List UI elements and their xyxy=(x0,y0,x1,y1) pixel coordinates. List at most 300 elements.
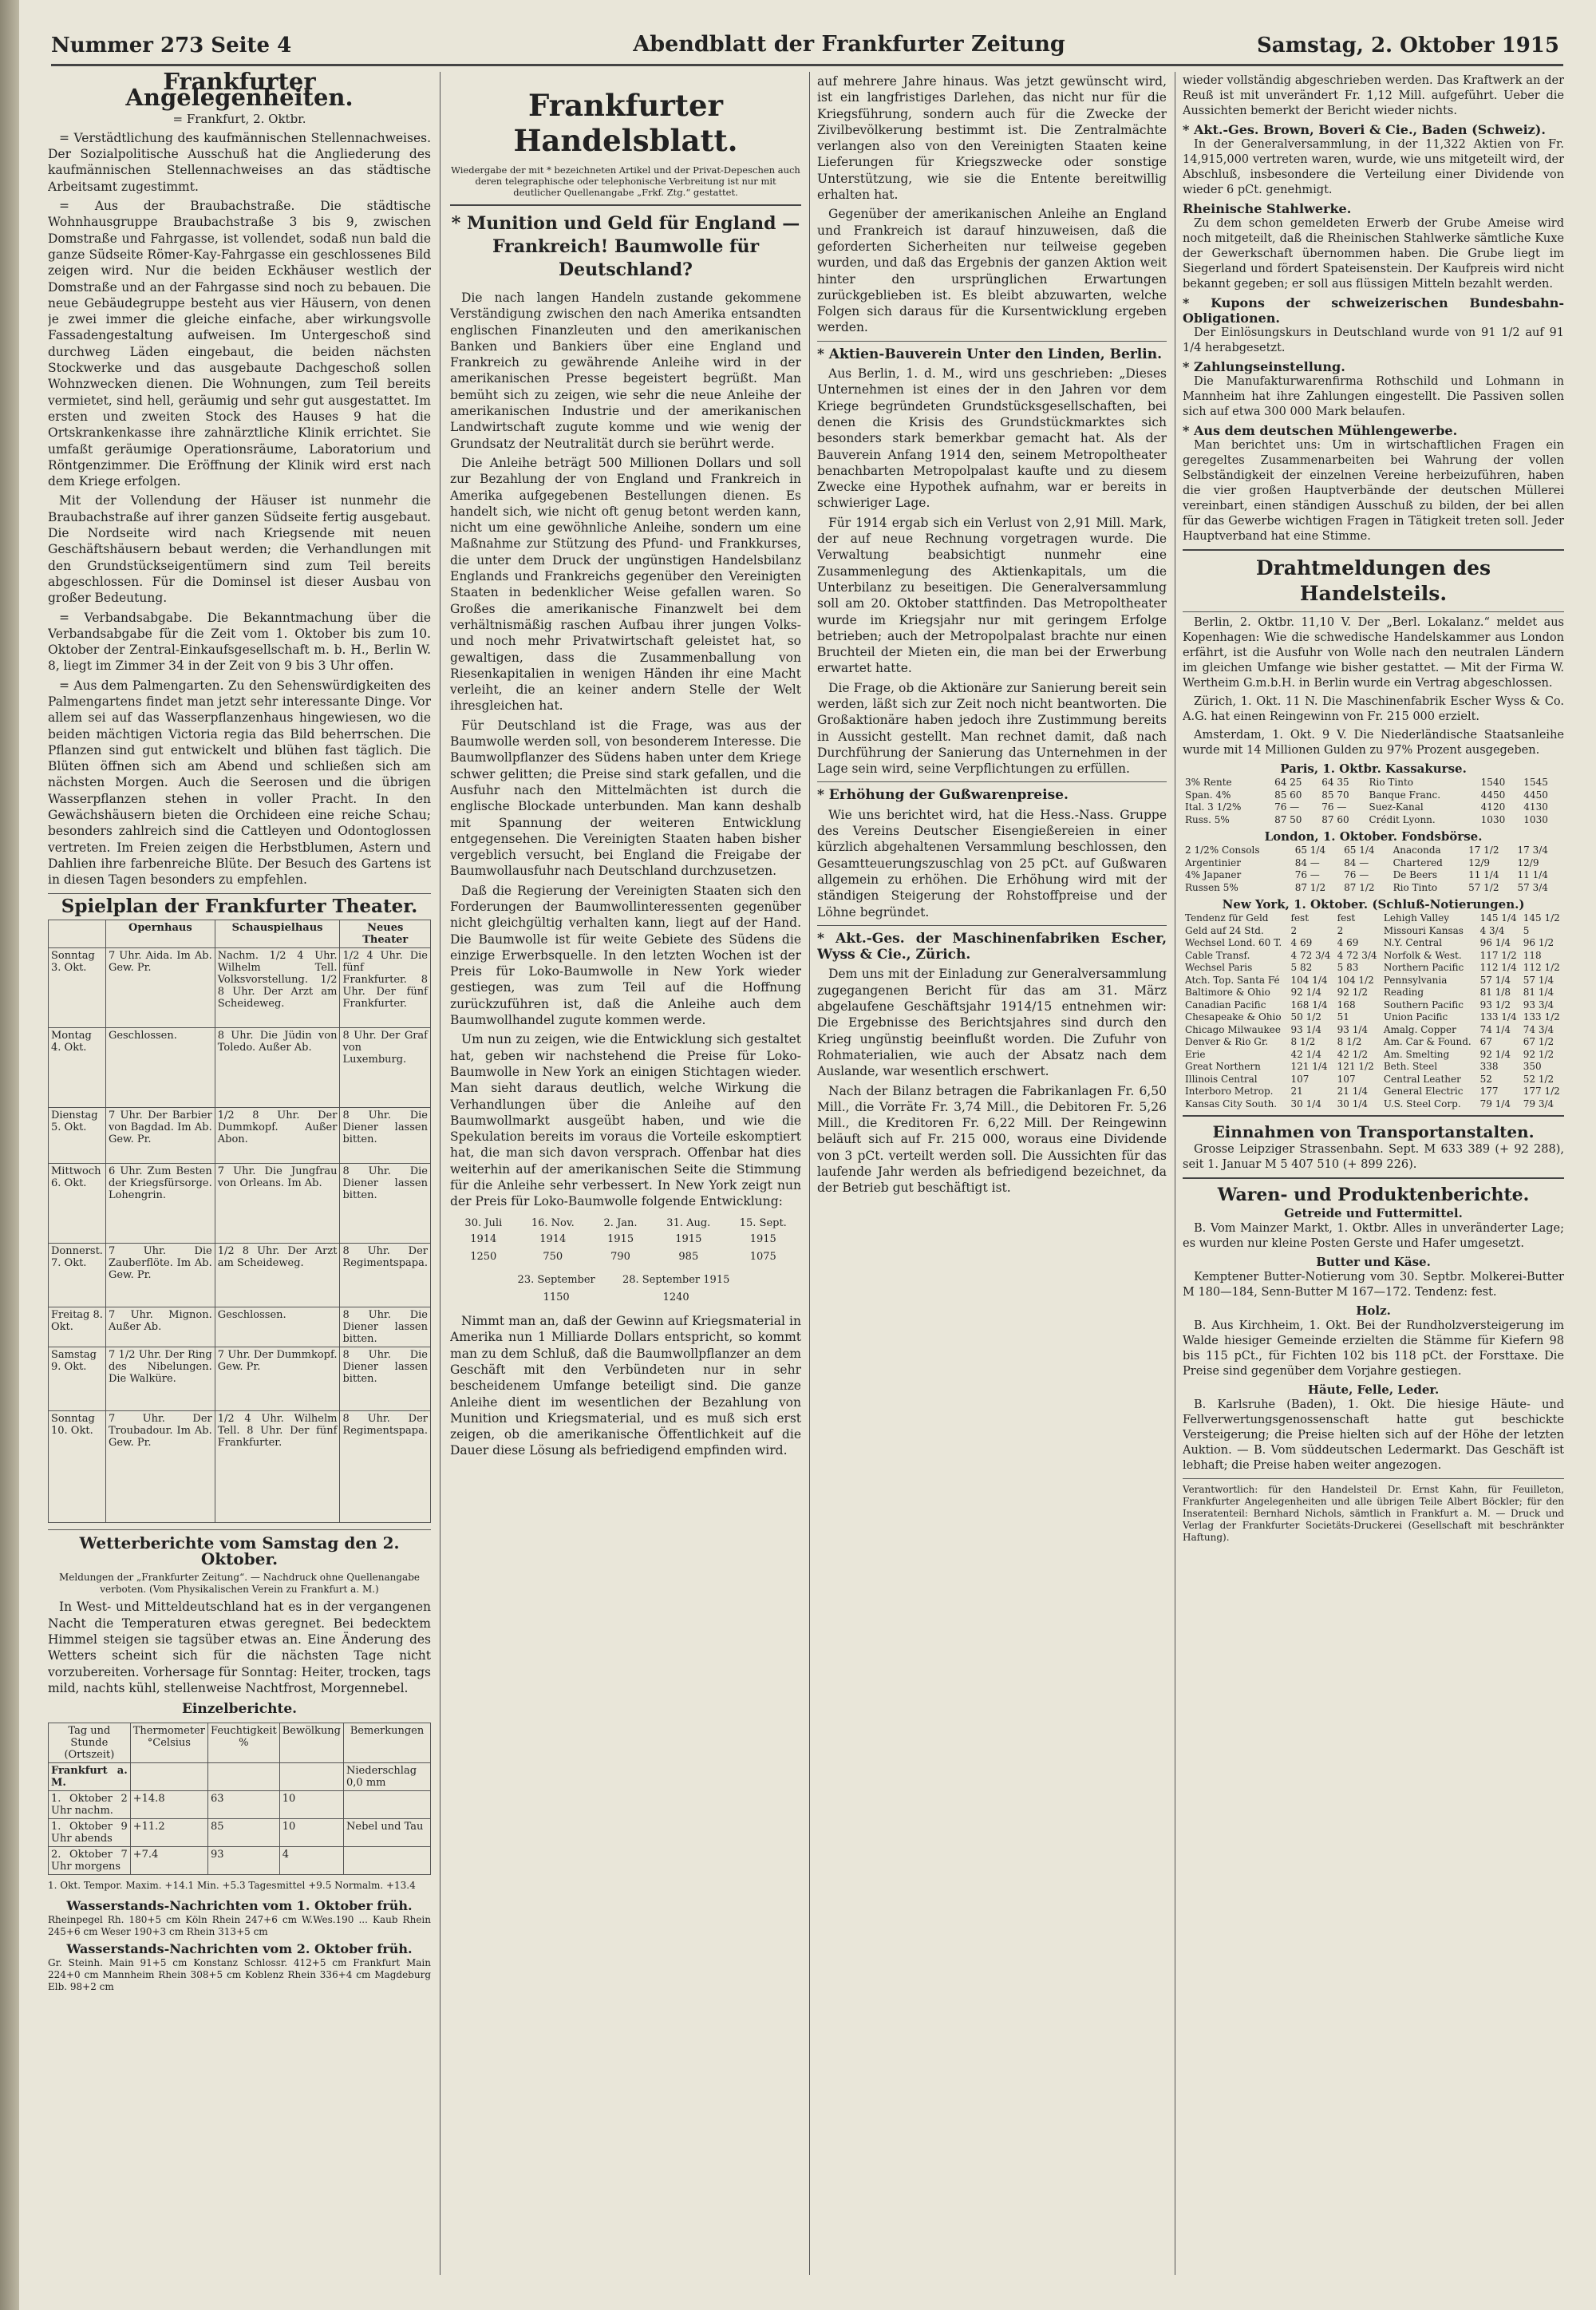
theater-cell: 7 Uhr. Aida. Im Ab. Gew. Pr. xyxy=(105,947,215,1027)
weather-row xyxy=(49,1846,431,1874)
article-text: B. Karlsruhe (Baden), 1. Okt. Die hiesige Häute- und Fellverwertungsgenossenschaft hatte gut beschickte Versteigerung; die Preise hielten sich auf der Höhe der letzten Auktion. — B. Vom süddeutschen Ledermarkt. Das Geschäft ist lebhaft; die Preise haben weiter angezogen. xyxy=(1183,1398,1564,1472)
stock-cell: 64 25 xyxy=(1274,777,1302,788)
stock-cell: 87 60 xyxy=(1321,813,1349,825)
article-text: Der Einlösungskurs in Deutschland wurde von 91 1/2 auf 91 1/4 herabgesetzt. xyxy=(1183,326,1564,354)
stock-cell: Anaconda xyxy=(1393,844,1441,856)
article-title: * Aktien-Bauverein Unter den Linden, Berlin. xyxy=(817,346,1162,362)
stock-cell: 42 1/2 xyxy=(1337,1048,1369,1060)
article-text: Man berichtet uns: Um in wirtschaftlichen Fragen ein geregeltes Zusammenarbeiten bei Wahrung der vollen Selbständigkeit der einzelnen Vereine herbeizuführen, haben die vier großen Hauptverbände der deutschen Müllerei vereinbart, einen ständigen Ausschuß zu bilden, der bei allen für das Gewerbe wichtigen Fragen in Tätigkeit treten soll. Jeder Hauptverband hat eine Stimme. xyxy=(1183,439,1564,543)
theater-cell: 8 Uhr. Der Regimentspapa. xyxy=(340,1410,431,1522)
article-text: Aus Berlin, 1. d. M., wird uns geschrieben: „Dieses Unternehmen ist eines der in den Jahren vor dem Kriege begründeten Grundstücksgesellschaften, bei denen die Krisis des Grundstückmarktes sich besonders stark bemerkbar gemacht hat. Als der Bauverein Anfang 1914 den, seinem Metropoltheater benachbarten Metropolpalast kaufte und zu diesem Zwecke eine Hypothek aufnahm, war er bereits in schwieriger Lage. xyxy=(817,366,1167,511)
stock-cell: Reading xyxy=(1383,987,1424,998)
article-text: Für 1914 ergab sich ein Verlust von 2,91 Mill. Mark, der auf neue Rechnung vorgetragen wurde. Die Verwaltung beabsichtigt nunmehr eine Zusammenlegung des Aktienkapitals, um die Unterbilanz zu beseitigen. Die Generalversammlung soll am 20. Oktober stattfinden. Das Metropoltheater wurde im Kriegsjahr nur mit geringem Erfolge betrieben; auch der Metropolpalast brachte nur einen Bruchteil der Mieten ein, die man bei der Erwerbung erwartet hatte. xyxy=(817,515,1167,676)
stock-row xyxy=(1183,1086,1564,1098)
theater-row xyxy=(49,1410,431,1522)
stock-cell: 67 1/2 xyxy=(1523,1036,1555,1047)
stock-cell: 4450 xyxy=(1523,789,1548,801)
stock-row xyxy=(1183,937,1564,950)
stock-cell: 133 1/2 xyxy=(1523,1011,1560,1022)
stock-cell: Chartered xyxy=(1393,856,1443,868)
stock-cell: 4 69 xyxy=(1337,937,1359,948)
stock-cell: 107 xyxy=(1337,1073,1356,1085)
stock-cell: Beth. Steel xyxy=(1383,1061,1438,1072)
theater-day: Dienstag 5. Okt. xyxy=(49,1107,106,1163)
stock-cell: 52 1/2 xyxy=(1523,1073,1555,1085)
stock-row xyxy=(1183,925,1564,938)
london-table xyxy=(1183,844,1564,894)
theater-head xyxy=(49,920,106,947)
stock-cell: U.S. Steel Corp. xyxy=(1383,1098,1461,1110)
article-text: auf mehrere Jahre hinaus. Was jetzt gewünscht wird, ist ein langfristiges Darlehen, das nicht nur für die Kriegsführung, sondern auch für die Zwecke der Zivilbevölkerung bestimmt ist. Die Zentralmächte verlangen also von den Vereinigten Staaten keine Lieferungen für Kriegszwecke oder sonstige Unterstützung, wie sie die Entente bereitwillig erhalten hat. xyxy=(817,74,1167,203)
stock-cell: 112 1/4 xyxy=(1479,962,1517,973)
newspaper-page xyxy=(19,0,1596,2310)
weather-cell: 2. Oktober 7 Uhr morgens xyxy=(49,1846,131,1874)
paris-table xyxy=(1183,777,1564,826)
theater-head: Schauspielhaus xyxy=(215,920,340,947)
stock-cell: Wechsel Paris xyxy=(1185,962,1253,973)
stock-cell: General Electric xyxy=(1383,1086,1464,1097)
stock-cell: 168 xyxy=(1337,999,1356,1011)
weather-cell: Niederschlag 0,0 mm xyxy=(344,1762,431,1790)
stock-row xyxy=(1183,950,1564,963)
article-text: Gegenüber der amerikanischen Anleihe an England und Frankreich ist darauf hinzuweisen, daß die geforderten Sicherheiten nur teilweise gegeben wurden, und daß das Ergebnis der ganzen Aktion weit hinter den ursprünglichen Erwartungen zurückgeblieben ist. Es bleibt abzuwarten, welche Folgen sich daraus für die Kursentwicklung ergeben werden. xyxy=(817,207,1167,335)
stock-cell: 5 83 xyxy=(1337,962,1359,973)
price-value: 1150 xyxy=(543,1291,570,1303)
waren-title: Waren- und Produktenberichte. xyxy=(1217,1185,1530,1205)
theater-cell: Geschlossen. xyxy=(215,1307,340,1347)
article-text: Die nach langen Handeln zustande gekommene Verständigung zwischen den nach Amerika entsandten englischen Finanzleuten und den amerikanischen Banken und Bankiers über eine England und Frankreich zu gewährende Anleihe wird in der amerikanischen Presse begeistert begrüßt. Man bemüht sich zu zeigen, wie sehr die neue Anleihe der amerikanischen Industrie und der amerikanischen Landwirtschaft zugute komme und wie wenig der Grundsatz der Neutralität durch sie berührt werde. xyxy=(450,291,801,451)
masthead-rule xyxy=(51,64,1563,66)
theater-cell: 8 Uhr. Die Diener lassen bitten. xyxy=(340,1107,431,1163)
stock-cell: 52 xyxy=(1479,1073,1492,1085)
theater-row xyxy=(49,1107,431,1163)
theater-cell: 8 Uhr. Die Diener lassen bitten. xyxy=(340,1163,431,1243)
stock-cell: 338 xyxy=(1479,1061,1499,1072)
article-text: Die Anleihe beträgt 500 Millionen Dollars und soll zur Bezahlung der von England und Frankreich in Amerika aufgegebenen Bestellungen dienen. Es handelt sich, wie nicht oft genug betont werden kann, nicht um eine gewöhnliche Anleihe, sondern um eine Maßnahme zur Stützung des Pfund- und Frankkurses, die unter dem Druck der ungünstigen Handelsbilanz Englands und Frankreichs gegenüber den Vereinigten Staaten in bedenklicher Weise gefallen waren. So Großes die amerikanische Finanzwelt bei dem verhältnismäßig raschen Aufbau ihrer jungen Volks- und noch mehr Privatwirtschaft geleistet hat, so gewaltigen, dass die Zusammenballung von Riesenkapitalien in wenigen Händen ihr eine Macht verleiht, die an keiner andern Stelle der Welt ihresgleichen hat. xyxy=(450,455,801,714)
stock-cell: Interboro Metrop. xyxy=(1185,1086,1274,1097)
stock-cell: 3% Rente xyxy=(1185,777,1232,788)
stock-cell: fest xyxy=(1290,912,1310,924)
stock-cell: 5 xyxy=(1523,924,1530,936)
weather-head: Bemerkungen xyxy=(344,1723,431,1762)
theater-head: Opernhaus xyxy=(105,920,215,947)
article-text: Um nun zu zeigen, wie die Entwicklung sich gestaltet hat, geben wir nachstehend die Preise für Loko-Baumwolle in New York an einigen Stichtagen wieder. Man sieht daraus deutlich, welche Wirkung die Verhandlungen über die Anleihe auf den Baumwollmarkt ausgeübt haben, und wie die Spekulation bereits im voraus die Vorteile eskomptiert hat, die man sich davon versprach. Offenbar hat dies weiterhin auf der amerikanischen Seite die Stimmung für die Anleihe sehr verbessert. In New York zeigt nun der Preis für Loko-Baumwolle folgende Entwicklung: xyxy=(450,1032,801,1209)
stock-cell: Atch. Top. Santa Fé xyxy=(1185,974,1280,986)
stock-cell: 117 1/2 xyxy=(1479,949,1517,961)
stock-row xyxy=(1183,1024,1564,1037)
stock-cell: 4130 xyxy=(1523,801,1548,813)
stock-cell: 67 xyxy=(1479,1036,1492,1047)
weather-cell: +11.2 xyxy=(130,1818,207,1846)
theater-cell: 7 Uhr. Der Dummkopf. Gew. Pr. xyxy=(215,1347,340,1410)
article-text: Die Manufakturwarenfirma Rothschild und Lohmann in Mannheim hat ihre Zahlungen eingestellt. Die Passiven sollen sich auf etwa 300 000 Mark belaufen. xyxy=(1183,375,1564,418)
section-title: Frankfurter Angelegenheiten. xyxy=(125,70,354,112)
weather-table xyxy=(48,1723,431,1875)
stock-row xyxy=(1183,1011,1564,1024)
weather-cell xyxy=(344,1790,431,1818)
stock-cell: Northern Pacific xyxy=(1383,962,1464,973)
handelsblatt-title: Frankfurter Handelsblatt. xyxy=(513,88,738,158)
stock-cell: Baltimore & Ohio xyxy=(1185,987,1270,998)
weather-text: In West- und Mitteldeutschland hat es in der vergangenen Nacht die Temperaturen etwas geregnet. Bei bedecktem Himmel steigen sie tagsüber etwas an. Eine Änderung des Wetters scheint sich für die nächsten Tage nicht vorzubereiten. Vorhersage für Sonntag: Heiter, trocken, tags mild, nachts kühl, stellenweise Nachtfrost, Morgennebel. xyxy=(48,1600,431,1695)
stock-row xyxy=(1183,1061,1564,1074)
newyork-table xyxy=(1183,912,1564,1110)
weather-cell: 1. Oktober 9 Uhr abends xyxy=(49,1818,131,1846)
stock-cell: 21 1/4 xyxy=(1337,1086,1369,1097)
masthead-center: Abendblatt der Frankfurter Zeitung xyxy=(633,32,1065,57)
stock-cell: 107 xyxy=(1290,1073,1310,1085)
stock-cell: 79 3/4 xyxy=(1523,1098,1555,1110)
stock-cell: 84 — xyxy=(1344,856,1369,868)
article-text: Grosse Leipziger Strassenbahn. Sept. M 633 389 (+ 92 288), seit 1. Januar M 5 407 510 (+ 899 226). xyxy=(1183,1143,1564,1171)
article-title: Rheinische Stahlwerke. xyxy=(1183,201,1352,216)
column-3 xyxy=(817,73,1167,2300)
stock-row xyxy=(1183,801,1564,814)
theater-cell: 1/2 8 Uhr. Der Dummkopf. Außer Abon. xyxy=(215,1107,340,1163)
theater-cell: 1/2 4 Uhr. Wilhelm Tell. 8 Uhr. Der fünf Frankfurter. xyxy=(215,1410,340,1522)
stock-cell: 17 1/2 xyxy=(1468,844,1499,856)
stock-cell: 4120 xyxy=(1480,801,1506,813)
weather-row xyxy=(49,1818,431,1846)
column-frankfurter-angelegenheiten xyxy=(48,70,431,2297)
theater-title: Spielplan der Frankfurter Theater. xyxy=(61,895,418,917)
stock-cell: Geld auf 24 Std. xyxy=(1185,924,1264,936)
article-title: * Akt.-Ges. der Maschinenfabriken Escher, Wyss & Cie., Zürich. xyxy=(817,930,1167,963)
price-date: 28. September 1915 xyxy=(622,1273,730,1286)
stock-cell: 84 — xyxy=(1294,856,1320,868)
stock-cell: 74 1/4 xyxy=(1479,1023,1511,1035)
stock-cell: 4 3/4 xyxy=(1479,924,1505,936)
theater-row xyxy=(49,1347,431,1410)
weather-cell xyxy=(208,1762,280,1790)
article-text: Die Frage, ob die Aktionäre zur Sanierung bereit sein werden, läßt sich zur Zeit noch nicht beantworten. Die Großaktionäre haben jedoch ihre Zustimmung bereits in Aussicht gestellt. Man rechnet damit, daß nach Durchführung der Sanierung das Unternehmen in der Lage sein wird, seine Verpflichtungen zu erfüllen. xyxy=(817,680,1167,777)
theater-day: Sonntag 3. Okt. xyxy=(49,947,106,1027)
stock-row xyxy=(1183,857,1564,870)
stock-cell: Pennsylvania xyxy=(1383,974,1448,986)
weather-cell: 85 xyxy=(208,1818,280,1846)
stock-cell: Span. 4% xyxy=(1185,789,1231,801)
stock-cell: Russen 5% xyxy=(1185,881,1238,893)
cotton-price-table xyxy=(450,1215,801,1267)
stock-cell: 12/9 xyxy=(1468,856,1491,868)
article-text: Zu dem schon gemeldeten Erwerb der Grube Ameise wird noch mitgeteilt, daß die Rheinischen Stahlwerke sämtliche Kuxe der Gewerkschaft übernommen haben. Die Grube liegt im Siegerland und fördert Spateisenstein. Der Kaufpreis wird nicht bekannt gegeben; er soll aus flüssigen Mitteln bezahlt werden. xyxy=(1183,217,1564,291)
stock-cell: 92 1/2 xyxy=(1337,987,1369,998)
stock-cell: 1030 xyxy=(1480,813,1506,825)
stock-cell: Southern Pacific xyxy=(1383,999,1464,1011)
theater-day: Sonntag 10. Okt. xyxy=(49,1410,106,1522)
weather-cell: 4 xyxy=(279,1846,343,1874)
stock-cell: 1030 xyxy=(1523,813,1548,825)
theater-cell: 1/2 8 Uhr. Der Arzt am Scheideweg. xyxy=(215,1243,340,1307)
stock-cell: 81 1/4 xyxy=(1523,987,1555,998)
stock-cell: 2 xyxy=(1337,924,1344,936)
weather-cell xyxy=(130,1762,207,1790)
price-date: 23. September xyxy=(517,1273,595,1286)
draht-title: Drahtmeldungen des Handelsteils. xyxy=(1255,556,1491,605)
article-title: * Zahlungseinstellung. xyxy=(1183,359,1345,374)
stock-cell: 21 xyxy=(1290,1086,1303,1097)
stock-cell: 17 3/4 xyxy=(1517,844,1548,856)
price-date: 2. Jan. 1915 xyxy=(603,1216,638,1245)
theater-table xyxy=(48,920,431,1523)
stock-cell: 96 1/4 xyxy=(1479,937,1511,948)
article-text: B. Aus Kirchheim, 1. Okt. Bei der Rundholzversteigerung im Walde hiesiger Gemeinde erzielten die Stämme für Kiefern 98 bis 115 pCt., für Fichten 102 bis 118 pCt. der Forsttaxe. Die Preise sind gegenüber dem Vorjahre gestiegen. xyxy=(1183,1319,1564,1378)
weather-cell: 10 xyxy=(279,1818,343,1846)
stock-cell: 11 1/4 xyxy=(1468,869,1499,880)
stock-cell: 93 3/4 xyxy=(1523,999,1555,1011)
article-text: Nimmt man an, daß der Gewinn auf Kriegsmaterial in Amerika nun 1 Milliarde Dollars entspricht, so kommt man zu dem Schluß, daß die Baumwollpflanzer an dem Geschäft mit den Verbündeten nur in sehr bescheidenem Umfange beteiligt sind. Die ganze Anleihe dient im wesentlichen der Bezahlung von Munition und Kriegsmaterial, und es muß sich erst zeigen, ob die amerikanische Öffentlichkeit auf die Dauer diese Lösung als befriedigend empfinden wird. xyxy=(450,1314,801,1458)
article-text: = Aus der Braubachstraße. Die städtische Wohnhausgruppe Braubachstraße 3 bis 9, zwischen Domstraße und Fahrgasse, ist vollendet, sodaß nun bald die ganze Südseite Römer-Kay-Fahrgasse ein geschlossenes Bild zeigen wird. Nur die beiden Eckhäuser westlich der Domstraße und an der Fahrgasse sind noch zu bebauen. Die neue Gebäudegruppe besteht aus vier Häusern, von denen je zwei immer die gleiche einfache, aber wirkungsvolle Fassadengestaltung aufweisen. Im Untergeschoß sind durchweg Läden eingebaut, die beiden nächsten Stockwerke und das ausgebaute Dachgeschoß sollen Wohnzwecken dienen. Die Wohnungen, zum Teil bereits vermietet, sind hell, geräumig und sehr gut ausgestattet. Im ersten und zweiten Stock des Hauses 9 hat die Ortskrankenkasse ihre zahnärztliche Klinik errichtet. Sie umfaßt geräumige Operationsräume, Laboratorium und Röntgenzimmer. Die Eröffnung der Klinik wird erst nach dem Kriege erfolgen. xyxy=(48,199,431,489)
article-title: * Munition und Geld für England — Frankreich! Baumwolle für Deutschland? xyxy=(451,213,800,280)
stock-cell: Kansas City South. xyxy=(1185,1098,1278,1110)
sub-title: Butter und Käse. xyxy=(1316,1255,1431,1269)
stock-cell: 85 60 xyxy=(1274,789,1302,801)
stock-cell: 87 50 xyxy=(1274,813,1302,825)
dateline: = Frankfurt, 2. Oktbr. xyxy=(172,111,306,126)
stock-cell: 76 — xyxy=(1344,869,1369,880)
article-text: Wie uns berichtet wird, hat die Hess.-Nass. Gruppe des Vereins Deutscher Eisengießereien in einer kürzlich abgehaltenen Versammlung beschlossen, den Gesamtteuerungszuschlag von 25 pCt. auf Gußwaren allgemein zu erhöhen. Die Erhöhung wird mit der ständigen Steigerung der Rohstoffpreise und der Löhne begründet. xyxy=(817,807,1167,920)
article-text: = Aus dem Palmengarten. Zu den Sehenswürdigkeiten des Palmengartens findet man jetzt sehr interessante Dinge. Vor allem sei auf das Wasserpflanzenhaus hingewiesen, wo die beiden mächtigen Victoria regia das Bild beherrschen. Die Pflanzen sind gut entwickelt und blühen fast täglich. Die Blüten öffnen sich am Abend und schließen sich am nächsten Morgen. Auch die Seerosen und die übrigen Wasserpflanzen stehen in voller Pracht. In den Gewächshäusern bieten die Orchideen eine reiche Schau; besonders zahlreich sind die Cattleyen und Odontoglossen vertreten. Im Freien zeigen die Herbstblumen, Astern und Dahlien ihre farbenreiche Blüte. Der Besuch des Gartens ist in diesen Tagen besonders zu empfehlen. xyxy=(48,678,431,888)
stock-cell: Chesapeake & Ohio xyxy=(1185,1011,1282,1022)
article-text: Mit der Vollendung der Häuser ist nunmehr die Braubachstraße auf ihrer ganzen Südseite fertig ausgebaut. Die Nordseite wird nach Kriegsende mit neuen Geschäftshäusern bebaut werden; die Verhandlungen mit den Grundstückseigentümern sind zum Teil bereits abgeschlossen. Für die Dominsel ist dieser Ausbau von großer Bedeutung. xyxy=(48,493,431,606)
weather-row xyxy=(49,1762,431,1790)
stock-cell: 4 69 xyxy=(1290,937,1313,948)
article-text: Für Deutschland ist die Frage, was aus der Baumwolle werden soll, von besonderem Interesse. Die Baumwollpflanzer des Südens haben unter dem Kriege schwer gelitten; die Preise sind stark gefallen, und die Ausfuhr nach den Mittelmächten ist durch die englische Blockade unterbunden. Man kann deshalb mit Spannung der weiteren Entwicklung entgegensehen. Die Vereinigten Staaten haben bisher vergeblich versucht, bei England die Freigabe der Baumwollausfuhr nach Deutschland durchzusetzen. xyxy=(450,718,801,879)
stock-cell: 5 82 xyxy=(1290,962,1313,973)
theater-head: Neues Theater xyxy=(340,920,431,947)
stock-cell: Amalg. Copper xyxy=(1383,1023,1456,1035)
stock-cell: 93 1/4 xyxy=(1290,1023,1321,1035)
stock-row xyxy=(1183,882,1564,895)
article-text: Daß die Regierung der Vereinigten Staaten sich den Forderungen der Baumwollinteressenten gegenüber nicht gleichgültig verhalten kann, liegt auf der Hand. Die Baumwolle ist für weite Gebiete des Südens die einzige Erwerbsquelle. In den letzten Wochen ist der Preis für Loko-Baumwolle in New York wieder gestiegen, was zum Teil auf die Hoffnung zurückzuführen ist, daß die Anleihe auch dem Baumwollhandel zugute kommen werde. xyxy=(450,883,801,1028)
theater-day: Samstag 9. Okt. xyxy=(49,1347,106,1410)
stock-cell: 4 72 3/4 xyxy=(1290,949,1331,961)
stock-cell: 92 1/2 xyxy=(1523,1048,1555,1060)
stock-row xyxy=(1183,1036,1564,1049)
stock-cell: 177 xyxy=(1479,1086,1499,1097)
weather-head: Bewölkung xyxy=(279,1723,343,1762)
stock-cell: Rio Tinto xyxy=(1393,881,1438,893)
stock-cell: Am. Car & Found. xyxy=(1383,1036,1472,1047)
stock-cell: 30 1/4 xyxy=(1337,1098,1369,1110)
einnahmen-title: Einnahmen von Transportanstalten. xyxy=(1212,1122,1535,1141)
stock-cell: Banque Franc. xyxy=(1369,789,1441,801)
article-text: Berlin, 2. Oktbr. 11,10 V. Der „Berl. Lokalanz.“ meldet aus Kopenhagen: Wie die schwedische Handelskammer aus London erfährt, ist die Ausfuhr von Wolle nach den neutralen Ländern im gleichen Umfange wie bisher gestattet. — Mit der Firma W. Wertheim G.m.b.H. in Berlin wurde ein Vertrag abgeschlossen. xyxy=(1183,616,1564,690)
weather-cell: +7.4 xyxy=(130,1846,207,1874)
weather-cell: Frankfurt a. M. xyxy=(49,1762,131,1790)
stock-cell: 92 1/4 xyxy=(1479,1048,1511,1060)
stock-row xyxy=(1183,987,1564,999)
column-handelsblatt xyxy=(450,73,801,2300)
stock-row xyxy=(1183,844,1564,857)
stock-cell: 2 xyxy=(1290,924,1298,936)
stock-cell: 65 1/4 xyxy=(1294,844,1326,856)
stock-row xyxy=(1183,975,1564,987)
stock-row xyxy=(1183,789,1564,802)
wasser-title: Wasserstands-Nachrichten vom 2. Oktober früh. xyxy=(66,1941,413,1957)
stock-row xyxy=(1183,1098,1564,1111)
theater-cell: 6 Uhr. Zum Besten der Kriegsfürsorge. Lohengrin. xyxy=(105,1163,215,1243)
theater-cell: Nachm. 1/2 4 Uhr. Wilhelm Tell. Volksvorstellung. 1/2 8 Uhr. Der Arzt am Scheideweg. xyxy=(215,947,340,1027)
theater-cell: Geschlossen. xyxy=(105,1027,215,1107)
column-rule xyxy=(809,72,810,2275)
stock-cell: 350 xyxy=(1523,1061,1542,1072)
article-text: wieder vollständig abgeschrieben werden. Das Kraftwerk an der Reuß ist mit unverändert Fr. 1,12 Mill. aufgeführt. Ueber die Aussichten bemerkt der Bericht wieder nichts. xyxy=(1183,74,1564,117)
price-value: 790 xyxy=(610,1251,630,1264)
stock-cell: Central Leather xyxy=(1383,1073,1461,1085)
theater-day: Mittwoch 6. Okt. xyxy=(49,1163,106,1243)
price-value: 985 xyxy=(678,1251,699,1264)
stock-cell: 30 1/4 xyxy=(1290,1098,1321,1110)
stock-cell: 8 1/2 xyxy=(1290,1036,1316,1047)
stock-cell: 12/9 xyxy=(1517,856,1539,868)
stock-cell: 112 1/2 xyxy=(1523,962,1560,973)
column-4 xyxy=(1183,73,1564,2300)
theater-cell: 7 Uhr. Der Barbier von Bagdad. Im Ab. Gew. Pr. xyxy=(105,1107,215,1163)
masthead-right: Samstag, 2. Oktober 1915 xyxy=(1257,34,1559,57)
stock-cell: 8 1/2 xyxy=(1337,1036,1362,1047)
stock-cell: Great Northern xyxy=(1185,1061,1261,1072)
stock-cell: 1540 xyxy=(1480,777,1506,788)
masthead-left: Nummer 273 Seite 4 xyxy=(51,34,292,57)
stock-cell: 4450 xyxy=(1480,789,1506,801)
stock-cell: 93 1/4 xyxy=(1337,1023,1369,1035)
stock-row xyxy=(1183,1074,1564,1086)
handelsblatt-subtitle: Wiedergabe der mit * bezeichneten Artikel und der Privat-Depeschen auch deren telegraphische oder telephonische Verbreitung ist nur mit deutlicher Quellenangabe „Frkf. Ztg.“ gestattet. xyxy=(451,164,800,198)
theater-cell: 7 1/2 Uhr. Der Ring des Nibelungen. Die Walküre. xyxy=(105,1347,215,1410)
theater-cell: 8 Uhr. Die Diener lassen bitten. xyxy=(340,1347,431,1410)
theater-day: Donnerst. 7. Okt. xyxy=(49,1243,106,1307)
stock-row xyxy=(1183,814,1564,827)
stock-cell: 145 1/2 xyxy=(1523,912,1560,924)
article-title: * Aus dem deutschen Mühlengewerbe. xyxy=(1183,423,1458,438)
theater-cell: 7 Uhr. Mignon. Außer Ab. xyxy=(105,1307,215,1347)
stock-cell: De Beers xyxy=(1393,869,1438,880)
stock-cell: 85 70 xyxy=(1321,789,1349,801)
stock-row xyxy=(1183,1049,1564,1062)
article-text: Zürich, 1. Okt. 11 N. Die Maschinenfabrik Escher Wyss & Co. A.G. hat einen Reingewinn von Fr. 215 000 erzielt. xyxy=(1183,695,1564,723)
weather-cell xyxy=(279,1762,343,1790)
stock-cell: Norfolk & West. xyxy=(1383,949,1462,961)
weather-cell: +14.8 xyxy=(130,1790,207,1818)
stock-cell: Argentinier xyxy=(1185,856,1241,868)
stock-title: Paris, 1. Oktbr. Kassakurse. xyxy=(1280,761,1467,776)
article-title: * Kupons der schweizerischen Bundesbahn-Obligationen. xyxy=(1183,295,1564,326)
weather-head: Feuchtigkeit % xyxy=(208,1723,280,1762)
stock-cell: Rio Tinto xyxy=(1369,777,1414,788)
wasser-text: Rheinpegel Rh. 180+5 cm Köln Rhein 247+6 cm W.Wes.190 ... Kaub Rhein 245+6 cm Weser 190+3 cm Rhein 313+5 cm xyxy=(48,1914,431,1938)
price-value: 1250 xyxy=(470,1251,497,1264)
theater-row xyxy=(49,1307,431,1347)
theater-row xyxy=(49,1163,431,1243)
price-date: 31. Aug. 1915 xyxy=(666,1216,711,1245)
wasser-title: Wasserstands-Nachrichten vom 1. Oktober früh. xyxy=(66,1897,413,1913)
weather-head: Thermometer °Celsius xyxy=(130,1723,207,1762)
theater-row xyxy=(49,1027,431,1107)
theater-cell: 7 Uhr. Die Zauberflöte. Im Ab. Gew. Pr. xyxy=(105,1243,215,1307)
stock-cell: 65 1/4 xyxy=(1344,844,1375,856)
article-text: Kemptener Butter-Notierung vom 30. Septbr. Molkerei-Butter M 180—184, Senn-Butter M 167—172. Tendenz: fest. xyxy=(1183,1271,1564,1299)
stock-cell: Tendenz für Geld xyxy=(1185,912,1269,924)
stock-cell: 133 1/4 xyxy=(1479,1011,1517,1022)
stock-cell: 96 1/2 xyxy=(1523,937,1555,948)
stock-cell: 57 1/4 xyxy=(1523,974,1555,986)
stock-cell: Ital. 3 1/2% xyxy=(1185,801,1242,813)
sub-title: Holz. xyxy=(1356,1303,1391,1318)
stock-cell: Canadian Pacific xyxy=(1185,999,1266,1011)
theater-cell: 8 Uhr. Der Graf von Luxemburg. xyxy=(340,1027,431,1107)
stock-cell: fest xyxy=(1337,912,1356,924)
price-date: 16. Nov. 1914 xyxy=(531,1216,575,1245)
stock-cell: 81 1/8 xyxy=(1479,987,1511,998)
price-date: 15. Sept. 1915 xyxy=(739,1216,787,1245)
sub-title: Getreide und Futtermittel. xyxy=(1284,1206,1463,1220)
stock-cell: 93 1/2 xyxy=(1479,999,1511,1011)
stock-cell: 121 1/4 xyxy=(1290,1061,1328,1072)
stock-cell: 74 3/4 xyxy=(1523,1023,1555,1035)
wasser-text: Gr. Steinh. Main 91+5 cm Konstanz Schlossr. 412+5 cm Frankfurt Main 224+0 cm Mannheim Rhein 308+5 cm Koblenz Rhein 336+4 cm Magdeburg Elb. 98+2 cm xyxy=(48,1957,431,1993)
article-text: Nach der Bilanz betragen die Fabrikanlagen Fr. 6,50 Mill., die Vorräte Fr. 3,74 Mill., die Debitoren Fr. 5,26 Mill., die Kreditoren Fr. 6,22 Mill. Der Reingewinn beläuft sich auf Fr. 215 000, woraus eine Dividende von 3 pCt. verteilt werden soll. Die Aussichten für das laufende Jahr werden als befriedigend bezeichnet, da der Betrieb gut beschäftigt ist. xyxy=(817,1083,1167,1196)
weather-cell: Nebel und Tau xyxy=(344,1818,431,1846)
weather-subtitle: Meldungen der „Frankfurter Zeitung“. — Nachdruck ohne Quellenangabe verboten. (Vom Physikalischen Verein zu Frankfurt a. M.) xyxy=(59,1572,420,1596)
stock-title: London, 1. Oktober. Fondsbörse. xyxy=(1264,829,1483,844)
article-text: = Verbandsabgabe. Die Bekanntmachung über die Verbandsabgabe für die Zeit vom 1. Oktober bis zum 10. Oktober der Zentral-Einkaufsgesellschaft m. b. H., Berlin W. 8, liegt im Zimmer 34 in der Zeit von 9 bis 3 Uhr offen. xyxy=(48,610,431,674)
stock-cell: Missouri Kansas xyxy=(1383,924,1464,936)
stock-cell: Suez-Kanal xyxy=(1369,801,1424,813)
theater-cell: 8 Uhr. Die Jüdin von Toledo. Außer Ab. xyxy=(215,1027,340,1107)
stock-cell: 121 1/2 xyxy=(1337,1061,1374,1072)
stock-cell: Russ. 5% xyxy=(1185,813,1230,825)
stock-cell: 2 1/2% Consols xyxy=(1185,844,1260,856)
theater-row xyxy=(49,947,431,1027)
stock-row xyxy=(1183,962,1564,975)
stock-cell: Wechsel Lond. 60 T. xyxy=(1185,937,1282,948)
imprint: Verantwortlich: für den Handelsteil Dr. Ernst Kahn, für Feuilleton, Frankfurter Angelegenheiten und alle übrigen Teile Albert Böckler; für den Inseratenteil: Bernhard Nichols, sämtlich in Frankfurt a. M. — Druck und Verlag der Frankfurter Societäts-Druckerei (Gesellschaft mit beschränkter Haftung). xyxy=(1183,1484,1564,1543)
theater-day: Freitag 8. Okt. xyxy=(49,1307,106,1347)
theater-cell: 7 Uhr. Der Troubadour. Im Ab. Gew. Pr. xyxy=(105,1410,215,1522)
sub-title: Häute, Felle, Leder. xyxy=(1307,1382,1440,1397)
stock-cell: 50 1/2 xyxy=(1290,1011,1321,1022)
stock-cell: 104 1/4 xyxy=(1290,974,1328,986)
stock-cell: 57 1/2 xyxy=(1468,881,1499,893)
article-text: Amsterdam, 1. Okt. 9 V. Die Niederländische Staatsanleihe wurde mit 14 Millionen Gulden zu 97% Prozent ausgegeben. xyxy=(1183,729,1564,757)
stock-cell: Lehigh Valley xyxy=(1383,912,1449,924)
stock-row xyxy=(1183,999,1564,1012)
weather-cell xyxy=(344,1846,431,1874)
stock-cell: 11 1/4 xyxy=(1517,869,1548,880)
stock-cell: Illinois Central xyxy=(1185,1073,1258,1085)
weather-row xyxy=(49,1790,431,1818)
stock-row xyxy=(1183,869,1564,882)
price-value: 1075 xyxy=(749,1251,776,1264)
stock-cell: 145 1/4 xyxy=(1479,912,1517,924)
stock-cell: 1545 xyxy=(1523,777,1548,788)
weather-cell: 63 xyxy=(208,1790,280,1818)
stock-cell: 51 xyxy=(1337,1011,1349,1022)
stock-row xyxy=(1183,912,1564,925)
theater-cell: 8 Uhr. Der Regimentspapa. xyxy=(340,1243,431,1307)
theater-cell: 8 Uhr. Die Diener lassen bitten. xyxy=(340,1307,431,1347)
stock-cell: 4% Japaner xyxy=(1185,869,1242,880)
stock-title: New York, 1. Oktober. (Schluß-Notierungen.) xyxy=(1222,897,1525,912)
weather-footnote: 1. Okt. Tempor. Maxim. +14.1 Min. +5.3 Tagesmittel +9.5 Normalm. +13.4 xyxy=(48,1879,416,1891)
stock-cell: 4 72 3/4 xyxy=(1337,949,1377,961)
price-value: 1240 xyxy=(662,1291,689,1303)
weather-cell: 1. Oktober 2 Uhr nachm. xyxy=(49,1790,131,1818)
stock-cell: 42 1/4 xyxy=(1290,1048,1321,1060)
article-text: B. Vom Mainzer Markt, 1. Oktbr. Alles in unveränderter Lage; es wurden nur kleine Posten Gerste und Hafer umgesetzt. xyxy=(1183,1222,1564,1250)
weather-cell: 93 xyxy=(208,1846,280,1874)
